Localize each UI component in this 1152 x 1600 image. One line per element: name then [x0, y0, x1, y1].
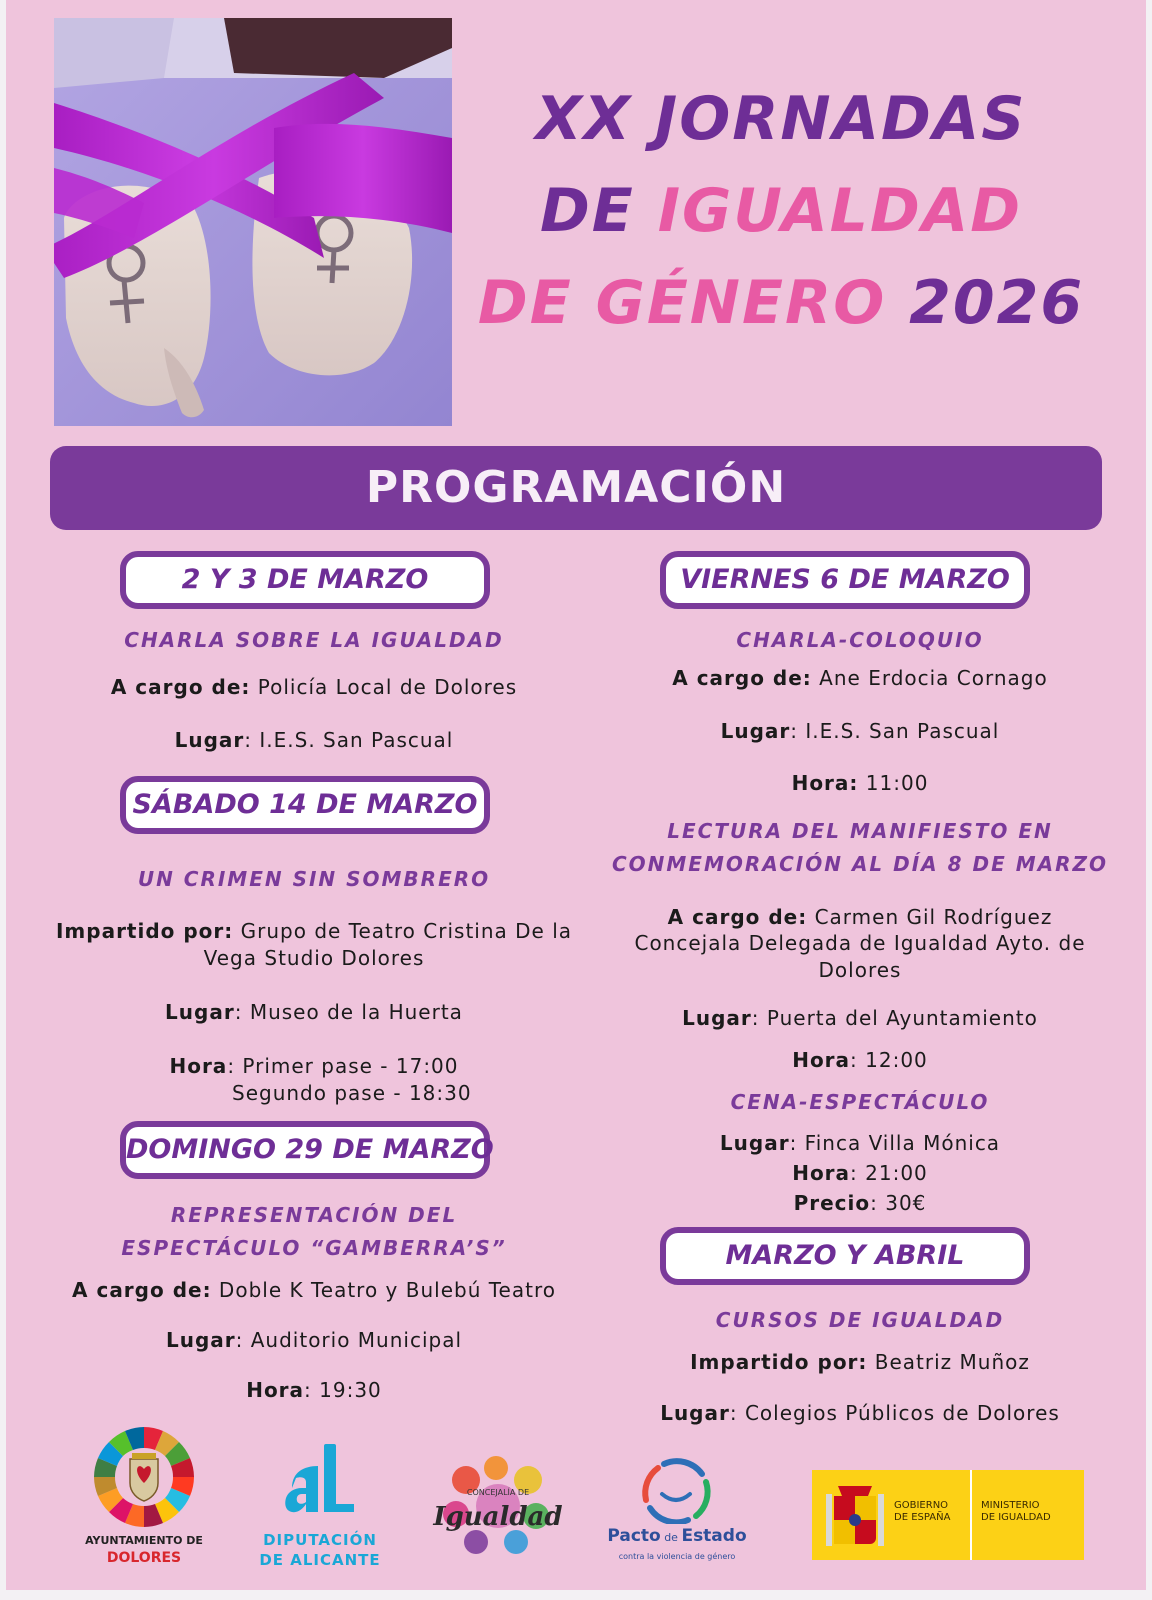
date-box-marzo-abril: MARZO Y ABRIL: [660, 1227, 1030, 1285]
detail-value: : I.E.S. San Pascual: [790, 719, 1000, 743]
concejalia-small-label: CONCEJALÍA DE: [466, 1488, 530, 1497]
event-detail-concejala: Concejala Delegada de Igualdad Ayto. de Dolores: [634, 931, 1086, 982]
detail-value: Grupo de Teatro Cristina De la Vega Studio Dolores: [203, 919, 573, 970]
title-year: 2026: [909, 268, 1085, 338]
diputacion-alicante-logo-icon: [284, 1442, 356, 1518]
event-detail: [596, 1190, 1124, 1217]
event-detail: [44, 918, 584, 972]
title-line-1: XX JORNADAS: [535, 84, 1027, 154]
date-box-2-3-marzo: 2 Y 3 DE MARZO: [120, 551, 490, 609]
title-line-3: [436, 268, 1126, 338]
event-detail: [596, 1349, 1124, 1376]
title-de-genero: DE GÉNERO: [477, 268, 910, 338]
detail-label: A cargo de:: [672, 666, 812, 690]
date-box-domingo-29: DOMINGO 29 DE MARZO: [120, 1121, 490, 1179]
detail-value: : Primer pase - 17:00: [227, 1054, 459, 1078]
event-detail: [596, 1130, 1124, 1157]
detail-value: Doble K Teatro y Bulebú Teatro: [211, 1278, 556, 1302]
detail-value: : Colegios Públicos de Dolores: [729, 1401, 1060, 1425]
event-detail: [44, 727, 584, 754]
ministerio-label-1: MINISTERIO: [981, 1500, 1040, 1511]
title-igualdad: IGUALDAD: [657, 176, 1022, 246]
event-detail-second-pass: Segundo pase - 18:30: [232, 1081, 472, 1105]
fists-with-ribbon-image: [54, 18, 452, 426]
event-title-charla-igualdad: CHARLA SOBRE LA IGUALDAD: [124, 628, 504, 652]
detail-label: Lugar: [682, 1006, 752, 1030]
pacto-estado-label: [602, 1528, 752, 1546]
detail-label: Hora:: [791, 771, 859, 795]
poster: [6, 0, 1146, 1590]
pacto-word: Pacto: [607, 1526, 661, 1546]
ministerio-label-2: DE IGUALDAD: [981, 1512, 1051, 1523]
detail-value: : Museo de la Huerta: [234, 1000, 463, 1024]
detail-value: : 12:00: [850, 1048, 928, 1072]
detail-value: Carmen Gil Rodríguez: [807, 905, 1053, 929]
detail-label: Hora: [246, 1378, 305, 1402]
detail-label: Lugar: [165, 1000, 235, 1024]
detail-label: Hora: [792, 1048, 851, 1072]
detail-label: Precio: [793, 1191, 871, 1215]
detail-label: A cargo de:: [667, 905, 808, 929]
event-title-charla-coloquio: CHARLA-COLOQUIO: [736, 628, 984, 652]
detail-value: : Auditorio Municipal: [235, 1328, 463, 1352]
event-title-cena-espectaculo: CENA-ESPECTÁCULO: [730, 1090, 990, 1114]
estado-word: Estado: [681, 1526, 747, 1546]
event-title-conmemoracion: CONMEMORACIÓN AL DÍA 8 DE MARZO: [611, 852, 1109, 876]
event-title-cursos-igualdad: CURSOS DE IGUALDAD: [715, 1308, 1005, 1332]
detail-value: Ane Erdocia Cornago: [811, 666, 1048, 690]
event-detail: [44, 1277, 584, 1304]
event-detail: [596, 1400, 1124, 1427]
concejalia-script-label: Igualdad: [433, 1502, 563, 1532]
title-de: DE: [540, 176, 658, 246]
diputacion-label-2: DE ALICANTE: [259, 1551, 381, 1569]
programacion-banner: PROGRAMACIÓN: [50, 446, 1102, 530]
event-detail: [44, 1327, 584, 1354]
detail-value: : 19:30: [304, 1378, 382, 1402]
date-box-sabado-14: SÁBADO 14 DE MARZO: [120, 776, 490, 834]
detail-label: Hora: [169, 1054, 228, 1078]
gobierno-label-2: DE ESPAÑA: [894, 1512, 951, 1523]
event-detail: [596, 770, 1124, 797]
ayuntamiento-label-2: DOLORES: [106, 1550, 182, 1566]
detail-label: Impartido por:: [690, 1350, 868, 1374]
detail-label: Lugar: [174, 728, 245, 752]
event-detail: [44, 1053, 584, 1080]
pacto-estado-logo-icon: [636, 1456, 718, 1524]
date-box-viernes-6: VIERNES 6 DE MARZO: [660, 551, 1030, 609]
detail-label: Hora: [792, 1161, 851, 1185]
detail-label: Lugar: [720, 719, 791, 743]
detail-value: : Puerta del Ayuntamiento: [751, 1006, 1038, 1030]
detail-value: 11:00: [858, 771, 929, 795]
event-detail: [596, 1005, 1124, 1032]
gobierno-label-1: GOBIERNO: [894, 1500, 949, 1511]
event-detail: [44, 674, 584, 701]
event-detail: [596, 665, 1124, 692]
ayuntamiento-label-1: AYUNTAMIENTO DE: [85, 1534, 203, 1547]
detail-label: Impartido por:: [55, 919, 234, 943]
detail-label: Lugar: [165, 1328, 236, 1352]
event-title-crimen-sin-sombrero: UN CRIMEN SIN SOMBRERO: [137, 867, 491, 891]
detail-value: : Finca Villa Mónica: [789, 1131, 1001, 1155]
pacto-estado-subtitle: contra la violencia de género: [618, 1552, 736, 1561]
event-title-gamberras: ESPECTÁCULO “GAMBERRA’S”: [121, 1236, 507, 1260]
event-detail: [596, 1160, 1124, 1187]
detail-label: Lugar: [719, 1131, 790, 1155]
detail-value: : I.E.S. San Pascual: [244, 728, 454, 752]
detail-label: A cargo de:: [110, 675, 251, 699]
detail-value: : 30€: [870, 1191, 927, 1215]
detail-value: Policía Local de Dolores: [250, 675, 518, 699]
ayuntamiento-dolores-logo-icon: [92, 1425, 196, 1529]
detail-label: Lugar: [660, 1401, 730, 1425]
diputacion-label-1: DIPUTACIÓN: [263, 1531, 377, 1549]
event-title-representacion: REPRESENTACIÓN DEL: [170, 1203, 458, 1227]
hero-photo: [54, 18, 452, 426]
event-detail: [596, 904, 1124, 931]
event-detail: [44, 999, 584, 1026]
event-detail: [596, 718, 1124, 745]
event-detail: [596, 1047, 1124, 1074]
title-line-2: [436, 176, 1126, 246]
detail-label: A cargo de:: [72, 1278, 212, 1302]
detail-value: : 21:00: [850, 1161, 928, 1185]
event-detail: [44, 1377, 584, 1404]
detail-value: Beatriz Muñoz: [867, 1350, 1030, 1374]
pacto-de-word: de: [660, 1531, 682, 1544]
event-title-lectura-manifiesto: LECTURA DEL MANIFIESTO EN: [667, 819, 1053, 843]
